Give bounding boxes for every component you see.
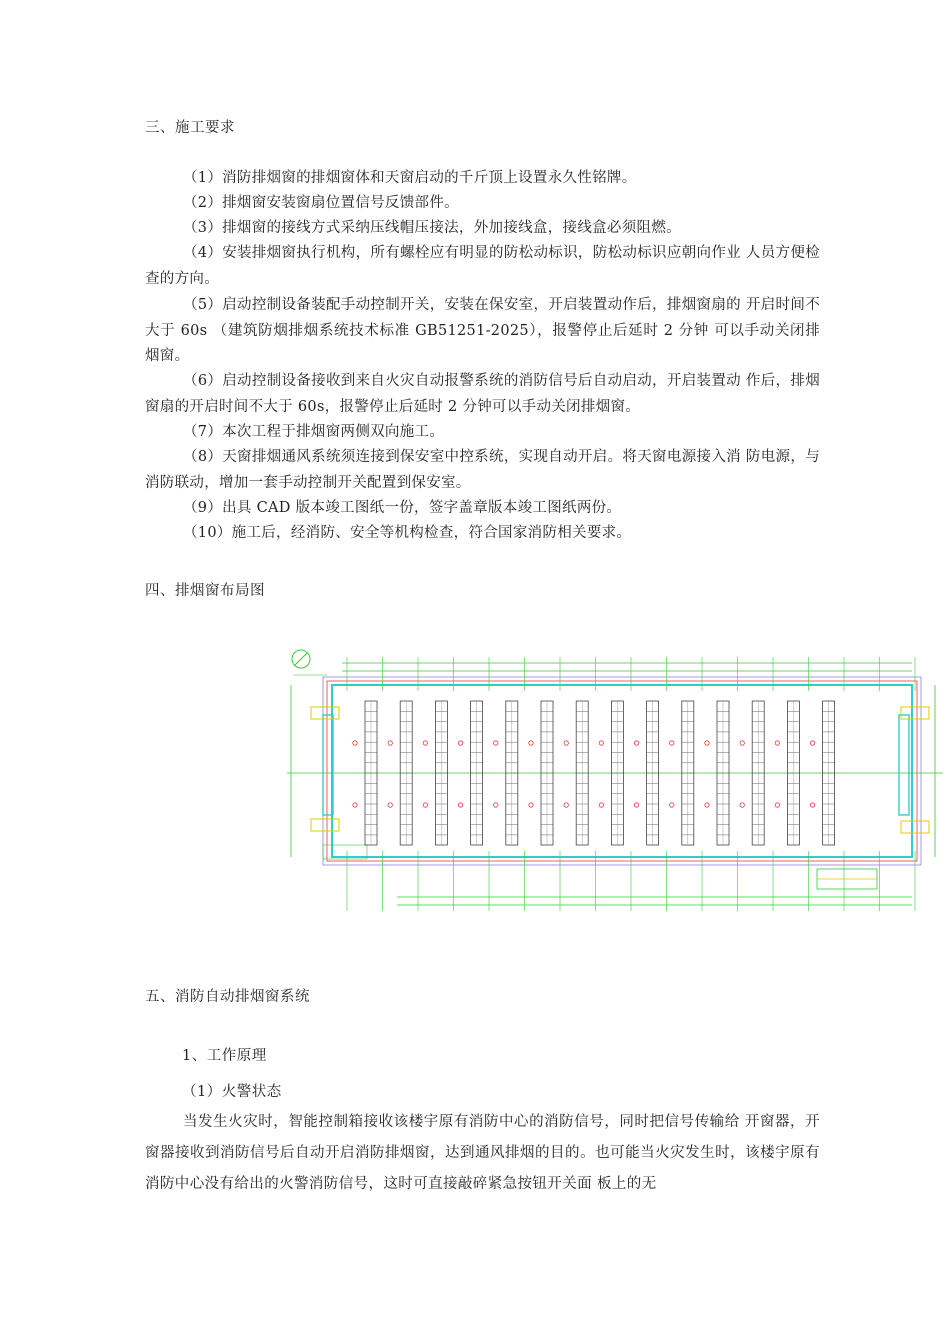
section-5-heading: 五、消防自动排烟窗系统 (145, 989, 310, 1005)
requirement-item-10: （10）施工后，经消防、安全等机构检查，符合国家消防相关要求。 (183, 525, 632, 541)
section-4-heading: 四、排烟窗布局图 (145, 583, 265, 599)
requirement-item-8: （8）天窗排烟通风系统须连接到保安室中控系统，实现自动开启。将天窗电源接入消 防电源，与消防联动，增加一套手动控制开关配置到保安室。 (145, 449, 820, 491)
smoke-window-layout-drawing (287, 645, 943, 923)
subsection-working-principle: 1、工作原理 (182, 1048, 267, 1064)
section-3-heading: 三、施工要求 (145, 120, 235, 136)
fire-alarm-paragraph: 当发生火灾时，智能控制箱接收该楼宇原有消防中心的消防信号，同时把信号传输给 开窗器，开窗器接收到消防信号后自动开启消防排烟窗，达到通风排烟的目的。也可能当火灾发生时，该楼宇原有消防中心没有给出的火警消防信号，这时可直接敲碎紧急按钮开关面 板上的无 (145, 1114, 820, 1192)
requirement-item-6: （6）启动控制设备接收到来自火灾自动报警系统的消防信号后自动启动，开启装置动 作后，排烟窗扇的开启时间不大于 60s，报警停止后延时 2 分钟可以手动关闭排烟窗。 (145, 373, 820, 415)
requirement-item-2: （2）排烟窗安装窗扇位置信号反馈部件。 (183, 195, 459, 211)
requirement-item-3: （3）排烟窗的接线方式采纳压线帽压接法，外加接线盒，接线盒必须阻燃。 (183, 220, 681, 236)
requirement-item-4: （4）安装排烟窗执行机构，所有螺栓应有明显的防松动标识，防松动标识应朝向作业 人员方便检查的方向。 (145, 245, 820, 287)
requirement-item-5: （5）启动控制设备装配手动控制开关，安装在保安室，开启装置动作后，排烟窗扇的 开启时间不大于 60s （建筑防烟排烟系统技术标准 GB51251-2025），报警停止后延时 2 分钟 可以手动关闭排烟窗。 (145, 297, 820, 364)
requirement-item-1: （1）消防排烟窗的排烟窗体和天窗启动的千斤顶上设置永久性铭牌。 (183, 170, 637, 186)
requirement-item-7: （7）本次工程于排烟窗两侧双向施工。 (183, 424, 445, 440)
requirement-item-9: （9）出具 CAD 版本竣工图纸一份，签字盖章版本竣工图纸两份。 (183, 500, 622, 516)
subsection-fire-alarm-state: （1）火警状态 (182, 1084, 282, 1100)
